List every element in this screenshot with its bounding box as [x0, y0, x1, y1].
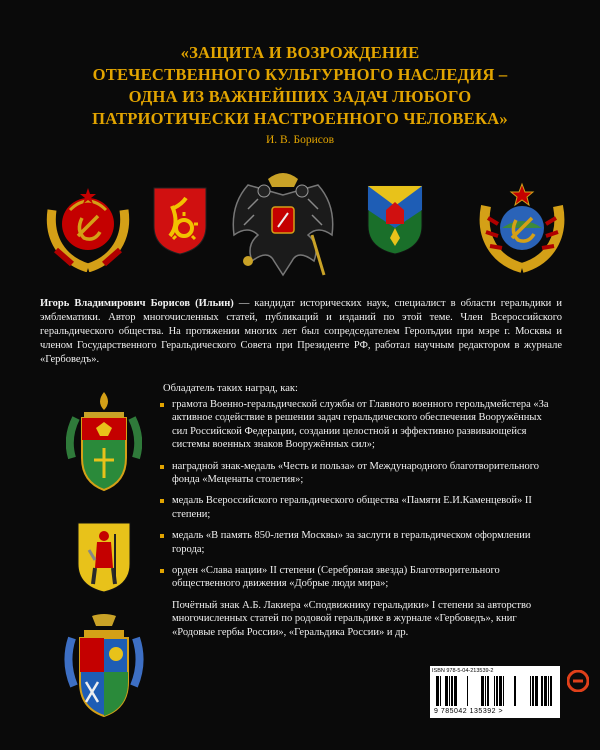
list-item: медаль Всероссийского геральдического общества «Памяти Е.И.Каменцевой» II степени; [160, 494, 555, 521]
quote-block [30, 42, 570, 130]
city-coat-of-arms-icon [75, 520, 133, 594]
list-item: грамота Военно-геральдической службы от Главного военного герольдмейстера «За активное содействие в решении задач геральдического обеспечения Вооружённых сил Российской Федерации, создании целостной и эффективно развивающейся системы военных знаков Вооружённых сил»; [160, 398, 555, 452]
author-bio [40, 297, 562, 367]
barcode-number: 9 785042 135392 > [434, 708, 504, 715]
barcode-bar [485, 676, 486, 706]
publisher-logo-icon [567, 670, 589, 692]
quote-author: И. В. Борисов [265, 134, 335, 146]
quote-line-3: ОДНА ИЗ ВАЖНЕЙШИХ ЗАДАЧ ЛЮБОГО [128, 87, 472, 106]
quote-line-2: ОТЕЧЕСТВЕННОГО КУЛЬТУРНОГО НАСЛЕДИЯ – [92, 65, 508, 84]
barcode-bar [454, 676, 457, 706]
barcode-bar [499, 676, 502, 706]
barcode-label [430, 666, 560, 718]
city-coat-of-arms-icon [364, 182, 426, 256]
emblems-row [0, 160, 600, 290]
list-item: орден «Слава нации» II степени (Серебряная звезда) Благотворительного общественного движения «Добрые люди мира»; [160, 564, 555, 591]
author-name: Игорь Владимирович Борисов (Ильин) [40, 298, 234, 309]
barcode-bar [445, 676, 448, 706]
family-coat-of-arms-icon [64, 612, 144, 718]
awards-intro: Обладатель таких наград, как: [163, 383, 298, 394]
barcode-bar [544, 676, 547, 706]
ussr-state-emblem-icon [476, 178, 568, 274]
barcode-bar [451, 676, 453, 706]
barcode-bar [514, 676, 516, 706]
barcode-bar [535, 676, 538, 706]
author-bio-text: — кандидат исторических наук, специалист в области геральдики и эмблематики. Автор многочисленных статей, публикаций и изданий по этой теме. Член Всероссийского геральдического общества. На протяжении многих лет был сопредседателем Геролъдии при мэре г. Москвы и членом Государственного Геральдического Совета при Президенте РФ, работал научным редактором в журнале «Гербоведъ». [40, 298, 562, 365]
barcode-bar [436, 676, 439, 706]
list-item: медаль «В память 850-летия Москвы» за заслуги в геральдическом оформлении города; [160, 529, 555, 556]
city-coat-of-arms-icon [150, 184, 210, 256]
quote-line-1: «ЗАЩИТА И ВОЗРОЖДЕНИЕ [180, 43, 420, 62]
soviet-republic-emblem-icon [42, 180, 134, 272]
awards-list [160, 398, 555, 647]
barcode-bar [481, 676, 484, 706]
barcode-bar [449, 676, 450, 706]
isbn-text: ISBN 978-5-04-213539-2 [432, 668, 494, 674]
quote-line-4: ПАТРИОТИЧЕСКИ НАСТРОЕННОГО ЧЕЛОВЕКА» [92, 109, 508, 128]
barcode-bar [440, 676, 441, 706]
barcode-bar [496, 676, 498, 706]
barcode-bar [494, 676, 495, 706]
barcode-icon [436, 676, 554, 708]
family-coat-of-arms-icon [66, 388, 142, 494]
barcode-bar [503, 676, 504, 706]
barcode-bar [467, 676, 468, 706]
double-headed-eagle-icon [228, 165, 338, 285]
barcode-bar [548, 676, 549, 706]
list-item: наградной знак-медаль «Честь и польза» от Международного благотворительного фонда «Меценаты столетия»; [160, 460, 555, 487]
barcode-bar [532, 676, 534, 706]
barcode-bar [487, 676, 489, 706]
barcode-bar [550, 676, 552, 706]
barcode-bar [541, 676, 543, 706]
list-item: Почётный знак А.Б. Лакиера «Сподвижнику геральдики» I степени за авторство многочисленных статей по родовой геральдике в журнале «Гербоведъ», книг «Родовые гербы России», «Геральдика России» и др. [172, 599, 532, 638]
barcode-bar [530, 676, 531, 706]
